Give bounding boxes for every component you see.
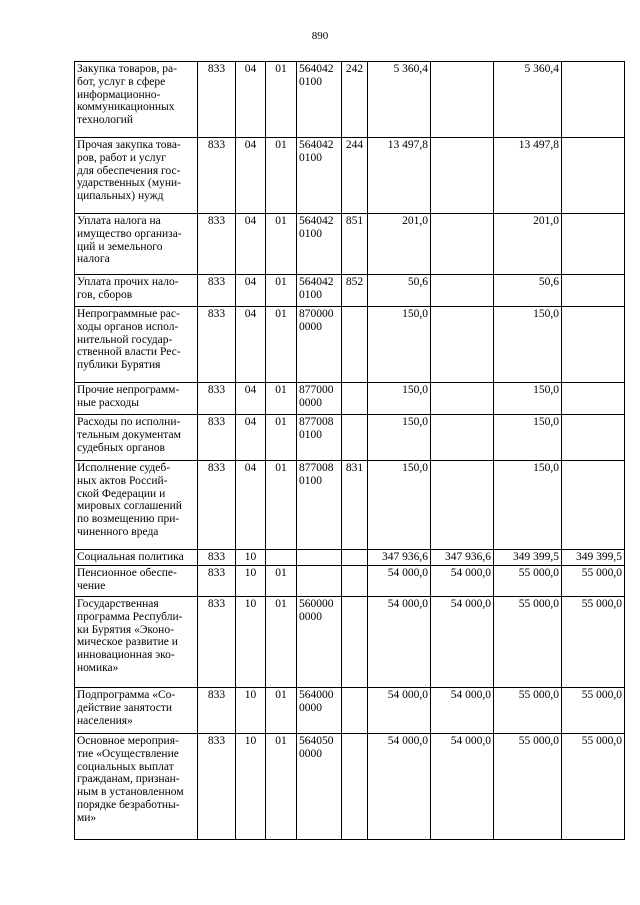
- subsection-code-cell: 01: [266, 688, 297, 734]
- amount-cell-4: [562, 415, 625, 461]
- expense-type-cell: [342, 383, 368, 415]
- target-article-cell: 870000 0000: [297, 307, 342, 383]
- amount-cell-1: 201,0: [368, 214, 431, 275]
- amount-cell-2: [431, 307, 494, 383]
- target-article-cell: 877008 0100: [297, 415, 342, 461]
- page-number: 890: [311, 30, 329, 42]
- amount-cell-4: [562, 275, 625, 307]
- row-name-cell: Расходы по исполни- тельным документам судебных органов: [75, 415, 198, 461]
- amount-cell-4: [562, 307, 625, 383]
- expense-type-cell: [342, 734, 368, 840]
- section-code-cell: 04: [236, 415, 266, 461]
- grbs-code-cell: 833: [198, 597, 236, 688]
- subsection-code-cell: 01: [266, 62, 297, 138]
- amount-cell-2: [431, 461, 494, 550]
- amount-cell-1: 150,0: [368, 415, 431, 461]
- amount-cell-1: 150,0: [368, 461, 431, 550]
- amount-cell-3: 5 360,4: [494, 62, 562, 138]
- grbs-code-cell: 833: [198, 138, 236, 214]
- amount-cell-4: [562, 461, 625, 550]
- row-name-cell: Социальная политика: [75, 550, 198, 566]
- row-name-cell: Пенсионное обеспе- чение: [75, 566, 198, 597]
- expense-type-cell: [342, 688, 368, 734]
- subsection-code-cell: 01: [266, 214, 297, 275]
- table-row: [75, 138, 625, 214]
- amount-cell-2: 54 000,0: [431, 734, 494, 840]
- grbs-code-cell: 833: [198, 734, 236, 840]
- row-name-cell: Уплата налога на имущество организа- ций и земельного налога: [75, 214, 198, 275]
- amount-cell-1: 50,6: [368, 275, 431, 307]
- amount-cell-3: 55 000,0: [494, 597, 562, 688]
- section-code-cell: 04: [236, 62, 266, 138]
- grbs-code-cell: 833: [198, 566, 236, 597]
- amount-cell-3: 201,0: [494, 214, 562, 275]
- expense-type-cell: 242: [342, 62, 368, 138]
- row-name-cell: Подпрограмма «Со- действие занятости населения»: [75, 688, 198, 734]
- row-name-cell: Закупка товаров, ра- бот, услуг в сфере информационно- коммуникационных технологий: [75, 62, 198, 138]
- amount-cell-1: 150,0: [368, 307, 431, 383]
- amount-cell-2: [431, 138, 494, 214]
- section-code-cell: 04: [236, 214, 266, 275]
- section-code-cell: 10: [236, 734, 266, 840]
- expense-type-cell: 244: [342, 138, 368, 214]
- target-article-cell: 877000 0000: [297, 383, 342, 415]
- amount-cell-3: 13 497,8: [494, 138, 562, 214]
- subsection-code-cell: 01: [266, 415, 297, 461]
- amount-cell-3: 55 000,0: [494, 566, 562, 597]
- amount-cell-4: 349 399,5: [562, 550, 625, 566]
- amount-cell-1: 54 000,0: [368, 734, 431, 840]
- amount-cell-4: 55 000,0: [562, 688, 625, 734]
- target-article-cell: 564000 0000: [297, 688, 342, 734]
- table-row: [75, 688, 625, 734]
- row-name-cell: Прочая закупка това- ров, работ и услуг для обеспечения гос- ударственных (муни- ципальных) нужд: [75, 138, 198, 214]
- section-code-cell: 04: [236, 138, 266, 214]
- amount-cell-4: [562, 62, 625, 138]
- target-article-cell: 564050 0000: [297, 734, 342, 840]
- amount-cell-1: 13 497,8: [368, 138, 431, 214]
- amount-cell-2: [431, 383, 494, 415]
- table-row: [75, 566, 625, 597]
- amount-cell-3: 150,0: [494, 461, 562, 550]
- amount-cell-2: 54 000,0: [431, 597, 494, 688]
- row-name-cell: Прочие непрограмм- ные расходы: [75, 383, 198, 415]
- amount-cell-4: 55 000,0: [562, 566, 625, 597]
- target-article-cell: [297, 550, 342, 566]
- target-article-cell: 564042 0100: [297, 138, 342, 214]
- subsection-code-cell: 01: [266, 597, 297, 688]
- amount-cell-2: [431, 415, 494, 461]
- subsection-code-cell: 01: [266, 307, 297, 383]
- subsection-code-cell: 01: [266, 566, 297, 597]
- amount-cell-3: 55 000,0: [494, 688, 562, 734]
- amount-cell-2: [431, 62, 494, 138]
- section-code-cell: 10: [236, 566, 266, 597]
- table-row: [75, 461, 625, 550]
- grbs-code-cell: 833: [198, 383, 236, 415]
- section-code-cell: 04: [236, 275, 266, 307]
- amount-cell-1: 54 000,0: [368, 597, 431, 688]
- section-code-cell: 04: [236, 383, 266, 415]
- amount-cell-4: 55 000,0: [562, 734, 625, 840]
- amount-cell-3: 55 000,0: [494, 734, 562, 840]
- grbs-code-cell: 833: [198, 461, 236, 550]
- table-row: [75, 214, 625, 275]
- grbs-code-cell: 833: [198, 307, 236, 383]
- amount-cell-2: 54 000,0: [431, 688, 494, 734]
- grbs-code-cell: 833: [198, 214, 236, 275]
- amount-cell-3: 150,0: [494, 307, 562, 383]
- target-article-cell: 564042 0100: [297, 62, 342, 138]
- amount-cell-3: 50,6: [494, 275, 562, 307]
- grbs-code-cell: 833: [198, 62, 236, 138]
- subsection-code-cell: [266, 550, 297, 566]
- amount-cell-2: 54 000,0: [431, 566, 494, 597]
- table-row: [75, 550, 625, 566]
- expense-type-cell: [342, 415, 368, 461]
- table-row: [75, 62, 625, 138]
- row-name-cell: Непрограммные рас- ходы органов испол- нительной государ- ственной власти Рес- публики Бурятия: [75, 307, 198, 383]
- amount-cell-2: [431, 275, 494, 307]
- target-article-cell: 560000 0000: [297, 597, 342, 688]
- section-code-cell: 04: [236, 307, 266, 383]
- table-row: [75, 307, 625, 383]
- row-name-cell: Основное мероприя- тие «Осуществление социальных выплат гражданам, признан- ным в установленном порядке безработны- ми»: [75, 734, 198, 840]
- amount-cell-1: 54 000,0: [368, 566, 431, 597]
- subsection-code-cell: 01: [266, 275, 297, 307]
- subsection-code-cell: 01: [266, 734, 297, 840]
- expense-type-cell: [342, 550, 368, 566]
- target-article-cell: [297, 566, 342, 597]
- amount-cell-1: 5 360,4: [368, 62, 431, 138]
- table-row: [75, 734, 625, 840]
- table-row: [75, 415, 625, 461]
- section-code-cell: 04: [236, 461, 266, 550]
- subsection-code-cell: 01: [266, 461, 297, 550]
- amount-cell-4: [562, 383, 625, 415]
- target-article-cell: 564042 0100: [297, 214, 342, 275]
- amount-cell-4: [562, 214, 625, 275]
- row-name-cell: Исполнение судеб- ных актов Россий- ской Федерации и мировых соглашений по возмещению при- чиненного вреда: [75, 461, 198, 550]
- amount-cell-4: [562, 138, 625, 214]
- amount-cell-3: 150,0: [494, 415, 562, 461]
- amount-cell-3: 349 399,5: [494, 550, 562, 566]
- amount-cell-2: 347 936,6: [431, 550, 494, 566]
- section-code-cell: 10: [236, 688, 266, 734]
- grbs-code-cell: 833: [198, 415, 236, 461]
- expense-type-cell: [342, 597, 368, 688]
- row-name-cell: Государственная программа Республи- ки Бурятия «Эконо- мическое развитие и инновационная эко- номика»: [75, 597, 198, 688]
- amount-cell-1: 347 936,6: [368, 550, 431, 566]
- expense-type-cell: 831: [342, 461, 368, 550]
- amount-cell-1: 54 000,0: [368, 688, 431, 734]
- subsection-code-cell: 01: [266, 383, 297, 415]
- amount-cell-3: 150,0: [494, 383, 562, 415]
- table-row: [75, 383, 625, 415]
- grbs-code-cell: 833: [198, 275, 236, 307]
- target-article-cell: 877008 0100: [297, 461, 342, 550]
- expense-type-cell: 851: [342, 214, 368, 275]
- amount-cell-1: 150,0: [368, 383, 431, 415]
- expense-type-cell: [342, 566, 368, 597]
- grbs-code-cell: 833: [198, 688, 236, 734]
- row-name-cell: Уплата прочих нало- гов, сборов: [75, 275, 198, 307]
- section-code-cell: 10: [236, 597, 266, 688]
- section-code-cell: 10: [236, 550, 266, 566]
- amount-cell-4: 55 000,0: [562, 597, 625, 688]
- expense-type-cell: [342, 307, 368, 383]
- grbs-code-cell: 833: [198, 550, 236, 566]
- table-row: [75, 597, 625, 688]
- budget-table: [74, 61, 625, 840]
- subsection-code-cell: 01: [266, 138, 297, 214]
- amount-cell-2: [431, 214, 494, 275]
- expense-type-cell: 852: [342, 275, 368, 307]
- table-row: [75, 275, 625, 307]
- target-article-cell: 564042 0100: [297, 275, 342, 307]
